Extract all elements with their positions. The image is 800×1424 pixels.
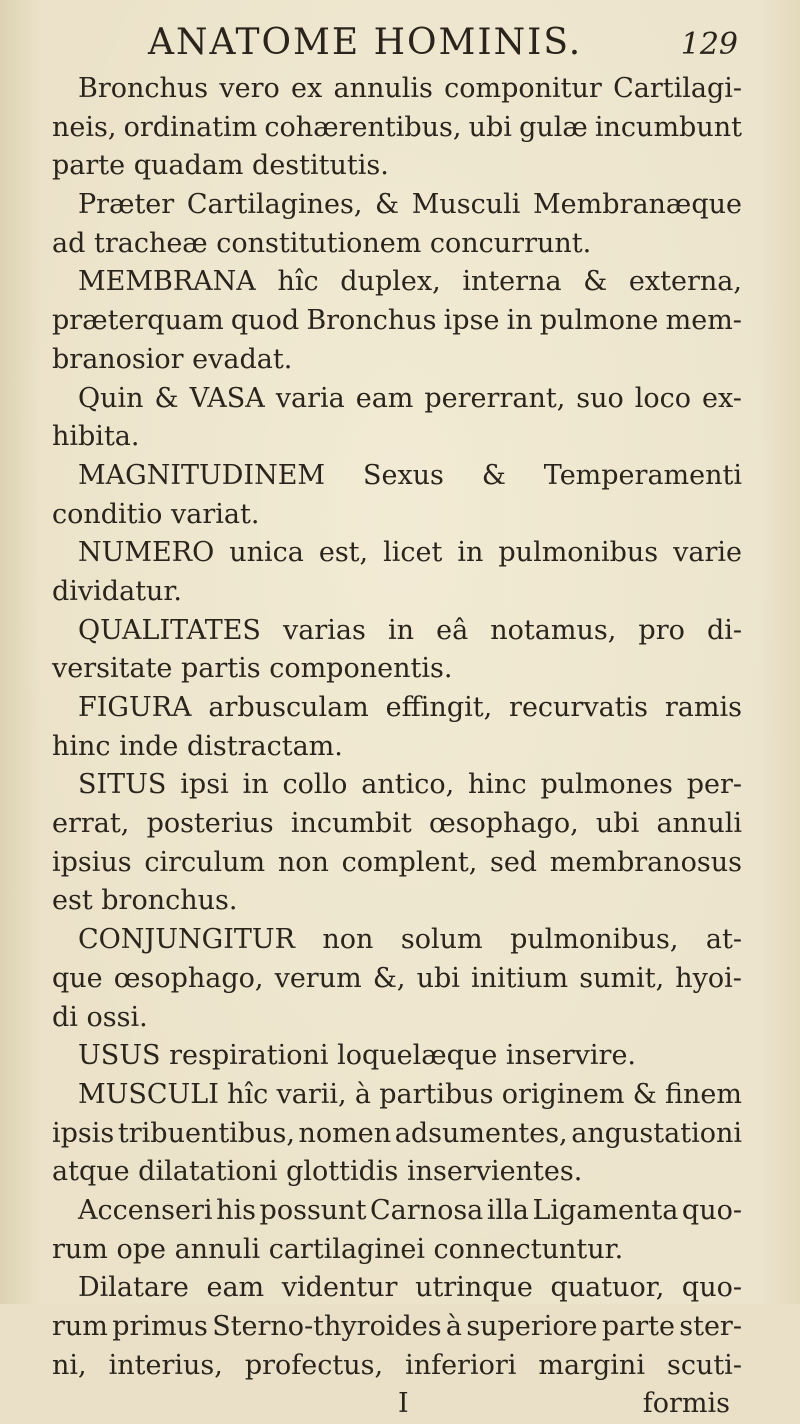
word: nomen [298, 1117, 392, 1149]
word: ipse [443, 305, 500, 337]
word: MAGNITUDINEM [78, 459, 326, 491]
word: que [52, 962, 103, 994]
word: ex- [702, 382, 742, 414]
text-line [52, 650, 742, 689]
word: ubi [416, 962, 460, 994]
text-line [52, 921, 742, 960]
text-line [52, 805, 742, 844]
text-line [52, 263, 742, 302]
word: quo- [681, 1194, 742, 1226]
text-line [52, 302, 742, 341]
word: à [354, 1078, 371, 1110]
word: ipsis [52, 1117, 115, 1149]
text-line [52, 147, 742, 186]
catchword: formis [642, 1388, 730, 1420]
word: in [387, 614, 415, 646]
word: & [154, 382, 179, 414]
text-line [52, 496, 742, 535]
text-line [52, 341, 742, 380]
word: SITUS [78, 769, 167, 801]
word: œsophago, [113, 962, 264, 994]
word: collo [282, 769, 348, 801]
word: Accenseri [78, 1194, 213, 1226]
text-line [52, 1192, 742, 1231]
line-text: di ossi. [52, 1001, 148, 1033]
word: MEMBRANA [78, 266, 256, 298]
word: à [445, 1311, 463, 1342]
word: Sterno-thyroides [212, 1311, 442, 1342]
word: FIGURA [78, 692, 192, 723]
catchline [52, 1385, 742, 1424]
word: quod [230, 305, 300, 337]
word: ordinatim [123, 111, 258, 143]
word: componitur [444, 73, 602, 104]
word: & [632, 1078, 657, 1110]
line-text: parte quadam destitutis. [52, 150, 389, 182]
word: Quin [78, 382, 144, 414]
word: varie [673, 537, 742, 569]
word: per- [686, 769, 742, 801]
word: hinc [468, 769, 527, 801]
line-text: dividatur. [52, 575, 182, 607]
word: pulmone [539, 305, 659, 337]
word: eam [206, 1272, 265, 1304]
word: tribuentibus, [117, 1117, 295, 1149]
word: posterius [146, 808, 274, 840]
signature-mark: I [398, 1388, 409, 1420]
word: unica [229, 537, 304, 569]
word: cohærentibus, [264, 111, 462, 143]
text-line [52, 186, 742, 225]
word: varii, [276, 1078, 347, 1110]
word: membranosus [549, 846, 742, 878]
word: ex [291, 73, 323, 104]
word: ster- [679, 1311, 742, 1342]
word: vero [219, 73, 280, 104]
word: errat, [52, 808, 130, 840]
text-line [52, 418, 742, 457]
word: sed [489, 846, 538, 878]
line-text: USUS respirationi loquelæque inservire. [78, 1040, 637, 1072]
word: quatuor, [550, 1272, 665, 1304]
word: varias [283, 614, 366, 646]
text-line [52, 1076, 742, 1115]
text-line [52, 1231, 742, 1270]
word: eâ [436, 614, 469, 646]
page-header [0, 18, 800, 68]
word: Musculi [411, 189, 521, 221]
word: varia [275, 382, 345, 414]
body-text [52, 70, 742, 1424]
word: &, [372, 962, 406, 994]
word: loco [634, 382, 692, 414]
line-text: conditio variat. [52, 498, 260, 530]
text-line [52, 766, 742, 805]
word: non [322, 924, 374, 956]
line-text: hinc inde distractam. [52, 730, 343, 762]
word: sumit, [579, 962, 665, 994]
text-line [52, 844, 742, 883]
word: CONJUNGITUR [78, 924, 295, 956]
word: hyoi- [675, 962, 742, 994]
word: effingit, [385, 692, 493, 723]
text-line [52, 380, 742, 419]
word: his [216, 1194, 256, 1226]
word: VASA [189, 382, 265, 414]
text-line [52, 1347, 742, 1386]
word: annuli [656, 808, 742, 840]
text-line [52, 1308, 742, 1347]
word: profectus, [244, 1349, 384, 1381]
word: ni, [52, 1349, 87, 1381]
word: in [242, 769, 269, 801]
line-text: versitate partis componentis. [52, 653, 453, 685]
word: annulis [333, 73, 433, 104]
line-text: rum ope annuli cartilaginei connectuntur. [52, 1233, 624, 1265]
text-line [52, 1037, 742, 1076]
word: finem [664, 1078, 742, 1110]
word: eam [355, 382, 414, 414]
word: ubi [468, 111, 512, 143]
word: initium [470, 962, 569, 994]
word: pulmones [540, 769, 673, 801]
word: complent, [341, 846, 478, 878]
word: utrinque [415, 1272, 533, 1304]
word: Bronchus [78, 73, 209, 104]
word: QUALITATES [78, 614, 261, 646]
word: interius, [108, 1349, 223, 1381]
text-line [52, 1153, 742, 1192]
word: ramis [664, 692, 742, 723]
text-line [52, 109, 742, 148]
text-line [52, 999, 742, 1038]
text-line [52, 882, 742, 921]
text-line [52, 689, 742, 728]
text-line [52, 573, 742, 612]
word: incumbunt [594, 111, 742, 143]
word: Membranæque [533, 189, 742, 221]
word: Ligamenta [532, 1194, 679, 1226]
word: œsophago, [428, 808, 579, 840]
word: externa, [628, 266, 742, 298]
word: parte [601, 1311, 675, 1342]
word: in [457, 537, 484, 569]
word: Cartilagi- [613, 73, 742, 104]
text-line [52, 612, 742, 651]
word: illa [486, 1194, 529, 1226]
text-line [52, 225, 742, 264]
text-line [52, 1115, 742, 1154]
word: rum [52, 1311, 108, 1342]
word: & [583, 266, 608, 298]
line-text: branosior evadat. [52, 343, 293, 375]
word: licet [383, 537, 443, 569]
word: NUMERO [78, 537, 215, 569]
line-text: atque dilatationi glottidis inservientes. [52, 1156, 583, 1188]
word: neis, [52, 111, 117, 143]
running-head: ANATOME HOMINIS. [148, 22, 583, 63]
word: Carnosa [370, 1194, 484, 1226]
word: præterquam [52, 305, 224, 337]
word: gulæ [519, 111, 588, 143]
word: MUSCULI [78, 1078, 219, 1110]
word: at- [705, 924, 742, 956]
word: & [481, 459, 506, 491]
line-text: ad tracheæ constitutionem concurrunt. [52, 227, 592, 259]
word: Præter [78, 189, 175, 221]
word: pulmonibus, [510, 924, 679, 956]
text-line [52, 70, 742, 109]
text-line [52, 960, 742, 999]
word: ipsi [180, 769, 229, 801]
line-text: est bronchus. [52, 885, 238, 917]
word: est, [318, 537, 369, 569]
word: Cartilagines, [186, 189, 363, 221]
word: pulmonibus [498, 537, 659, 569]
word: mem- [665, 305, 742, 337]
word: primus [112, 1311, 208, 1342]
word: incumbit [290, 808, 412, 840]
word: di- [706, 614, 742, 646]
word: ubi [595, 808, 640, 840]
text-line [52, 728, 742, 767]
word: videntur [281, 1272, 398, 1304]
word: & [375, 189, 400, 221]
word: circulum [144, 846, 266, 878]
word: inferiori [405, 1349, 517, 1381]
word: in [506, 305, 533, 337]
word: quo- [681, 1272, 742, 1304]
word: interna [462, 266, 562, 298]
word: duplex, [340, 266, 441, 298]
word: margini [538, 1349, 645, 1381]
word: angustationi [571, 1117, 742, 1149]
word: ipsius [52, 846, 132, 878]
word: non [277, 846, 329, 878]
word: recurvatis [509, 692, 649, 723]
word: Temperamenti [543, 459, 742, 491]
line-text: hibita. [52, 421, 140, 453]
word: possunt [259, 1194, 367, 1226]
word: adsumentes, [394, 1117, 568, 1149]
word: hîc [227, 1078, 269, 1110]
word: superiore [466, 1311, 598, 1342]
word: antico, [361, 769, 455, 801]
word: originem [501, 1078, 625, 1110]
word: Sexus [362, 459, 444, 491]
word: Dilatare [78, 1272, 189, 1304]
text-line [52, 534, 742, 573]
word: partibus [379, 1078, 494, 1110]
word: pro [638, 614, 685, 646]
word: notamus, [490, 614, 617, 646]
word: verum [274, 962, 362, 994]
page-number: 129 [680, 27, 738, 62]
word: pererrant, [424, 382, 566, 414]
text-line [52, 1269, 742, 1308]
word: scuti- [666, 1349, 742, 1381]
word: Bronchus [306, 305, 437, 337]
word: hîc [277, 266, 319, 298]
word: solum [400, 924, 483, 956]
word: arbusculam [208, 692, 369, 723]
word: suo [576, 382, 624, 414]
text-line [52, 457, 742, 496]
